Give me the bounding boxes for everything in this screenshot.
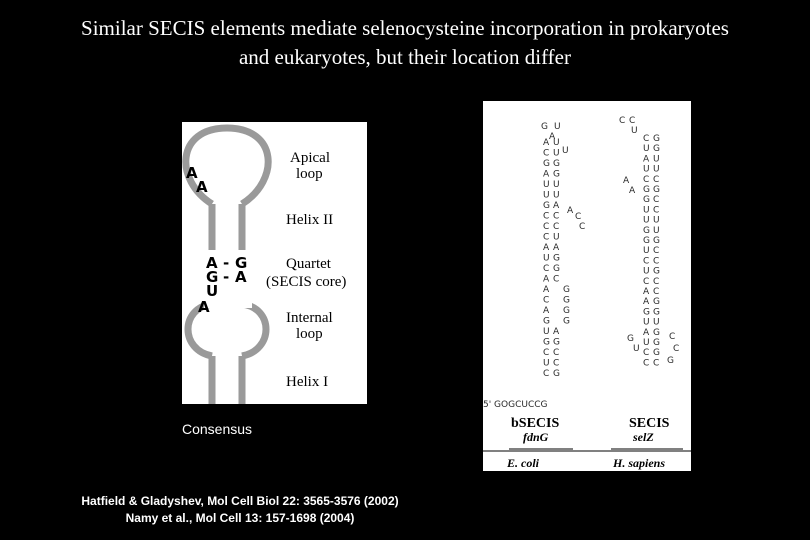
- bsecis-name: bSECIS: [511, 416, 560, 431]
- reference-1: Hatfield & Gladyshev, Mol Cell Biol 22: 3565-3576 (2002): [81, 494, 399, 508]
- quartet-base-right-1: G: [235, 254, 248, 272]
- secis-left-nt: G: [643, 307, 650, 318]
- bsecis-structure: [541, 122, 585, 379]
- bsecis-right-nt: A: [553, 201, 560, 211]
- bsecis-bulge-nt: C: [575, 212, 582, 222]
- bsecis-left-nt: A: [543, 306, 550, 316]
- bsecis-bulge-nt: A: [567, 206, 574, 216]
- bsecis-bulge-nt: C: [579, 222, 586, 232]
- secis-right-nt: C: [653, 205, 660, 216]
- secis-right-nt: G: [653, 327, 660, 338]
- secis-left-nt: G: [643, 195, 650, 206]
- secis-left-nt: A: [643, 327, 650, 338]
- bsecis-apical-nt: A: [549, 132, 556, 142]
- quartet-dash-1: -: [223, 254, 230, 272]
- secis-loop-nt: G: [667, 356, 674, 366]
- bsecis-left-nt: U: [543, 253, 550, 264]
- bsecis-organism: E. coli: [507, 456, 539, 470]
- secis-bulge-nt: A: [629, 186, 636, 196]
- secis-right-nt: G: [653, 134, 660, 144]
- label-secis-core: (SECIS core): [266, 274, 347, 290]
- secis-left-nt: U: [643, 164, 650, 175]
- secis-right-nt: G: [653, 338, 660, 348]
- bsecis-apical-nt: G: [541, 122, 548, 132]
- bsecis-left-nt: C: [543, 232, 550, 243]
- secis-right-nt: C: [653, 256, 660, 267]
- secis-structures-panel: [483, 101, 691, 471]
- bsecis-left-nt: A: [543, 243, 550, 253]
- secis-left-nt: U: [643, 317, 650, 328]
- title-line-2: and eukaryotes, but their location differ: [238, 45, 571, 69]
- label-internal: Internal: [286, 310, 333, 326]
- label-apical: Apical: [290, 150, 330, 166]
- secis-right-nt: C: [653, 195, 660, 206]
- bsecis-right-nt: G: [563, 316, 570, 327]
- bsecis-right-nt: G: [553, 253, 560, 264]
- bsecis-left-nt: U: [543, 190, 550, 201]
- bsecis-gene: fdnG: [523, 430, 549, 444]
- bsecis-right-nt: G: [553, 337, 560, 348]
- bsecis-right-nt: C: [553, 222, 560, 232]
- bsecis-right-nt: G: [563, 295, 570, 306]
- bsecis-right-nt: G: [553, 159, 560, 169]
- bsecis-left-nt: C: [543, 348, 550, 358]
- secis-left-nt: A: [643, 287, 650, 297]
- secis-structure: [619, 116, 679, 368]
- bsecis-left-nt: C: [543, 222, 550, 232]
- label-quartet: Quartet: [286, 256, 331, 272]
- secis-left-nt: C: [643, 358, 650, 369]
- secis-right-nt: G: [653, 307, 660, 318]
- secis-left-nt: C: [643, 174, 650, 185]
- quartet-base-left-2: G: [206, 268, 219, 286]
- bsecis-right-nt: G: [563, 306, 570, 316]
- bsecis-tail: 5' GOGCUCCG: [483, 400, 548, 410]
- bsecis-right-nt: U: [553, 148, 560, 159]
- secis-left-nt: G: [643, 236, 650, 246]
- secis-apical-nt: U: [631, 126, 638, 136]
- bsecis-right-nt: A: [553, 243, 560, 253]
- secis-left-nt: G: [643, 225, 650, 236]
- secis-loop-nt: G: [627, 334, 634, 344]
- secis-structures-svg: [483, 101, 691, 471]
- quartet-base-left-1: A: [206, 254, 218, 272]
- bsecis-left-nt: C: [543, 369, 550, 379]
- secis-left-nt: G: [643, 185, 650, 195]
- consensus-svg: [182, 122, 367, 404]
- bsecis-right-nt: C: [553, 348, 560, 358]
- bsecis-left-nt: G: [543, 159, 550, 169]
- bsecis-left-nt: A: [543, 169, 550, 180]
- secis-right-nt: U: [653, 154, 660, 165]
- secis-right-nt: G: [653, 236, 660, 246]
- bsecis-left-nt: G: [543, 337, 550, 348]
- secis-left-nt: U: [643, 205, 650, 216]
- slide-title: [20, 14, 790, 72]
- secis-left-nt: U: [643, 338, 650, 348]
- quartet-dash-2: -: [223, 268, 230, 286]
- secis-loop-nt: C: [669, 332, 676, 342]
- secis-right-nt: G: [653, 266, 660, 277]
- secis-left-nt: A: [643, 154, 650, 165]
- bsecis-left-nt: C: [543, 295, 550, 306]
- secis-right-nt: C: [653, 276, 660, 287]
- bsecis-right-nt: U: [553, 190, 560, 201]
- secis-left-nt: U: [643, 144, 650, 155]
- label-helix-i: Helix I: [286, 374, 329, 390]
- bsecis-right-nt: G: [553, 369, 560, 379]
- bsecis-left-nt: G: [543, 316, 550, 327]
- internal-loop-right: [242, 304, 266, 356]
- bsecis-left-nt: A: [543, 274, 550, 285]
- apical-base-a2: A: [196, 178, 208, 196]
- secis-right-nt: U: [653, 317, 660, 328]
- bsecis-left-nt: U: [543, 180, 550, 190]
- secis-right-nt: G: [653, 185, 660, 195]
- secis-right-nt: U: [653, 164, 660, 175]
- secis-right-nt: C: [653, 358, 660, 369]
- bsecis-right-nt: C: [553, 358, 560, 369]
- secis-left-nt: U: [643, 215, 650, 226]
- quartet-base-left-3: U: [206, 282, 219, 300]
- secis-right-nt: C: [653, 174, 660, 185]
- bsecis-left-nt: U: [543, 327, 550, 337]
- secis-apical-nt: C: [629, 116, 636, 126]
- reference-2: Namy et al., Mol Cell 13: 157-1698 (2004): [125, 511, 355, 525]
- secis-right-nt: C: [653, 287, 660, 297]
- bsecis-left-nt: U: [543, 358, 550, 369]
- bsecis-left-nt: C: [543, 148, 550, 159]
- bsecis-right-nt: U: [553, 180, 560, 190]
- secis-bulge-nt: A: [623, 176, 630, 186]
- quartet-base-right-2: A: [235, 268, 247, 286]
- bsecis-left-nt: G: [543, 201, 550, 211]
- label-helix-ii: Helix II: [286, 212, 334, 228]
- label-apical-loop: loop: [296, 166, 323, 182]
- secis-organism: H. sapiens: [613, 456, 666, 470]
- secis-left-nt: C: [643, 134, 650, 144]
- secis-left-nt: C: [643, 256, 650, 267]
- secis-name: SECIS: [629, 416, 670, 431]
- apical-base-a1: A: [186, 164, 198, 182]
- secis-left-nt: C: [643, 276, 650, 287]
- secis-right-nt: C: [653, 246, 660, 257]
- secis-left-nt: U: [643, 246, 650, 257]
- bsecis-right-nt: C: [553, 274, 560, 285]
- quartet-base-left-4: A: [198, 298, 210, 316]
- secis-loop-nt: C: [673, 344, 680, 354]
- label-internal-loop: loop: [296, 326, 323, 342]
- bsecis-apical-nt: U: [562, 146, 569, 156]
- secis-loop-nt: U: [633, 344, 640, 354]
- secis-gene: selZ: [633, 430, 654, 444]
- secis-right-nt: G: [653, 144, 660, 155]
- bsecis-right-nt: G: [563, 285, 570, 295]
- bsecis-right-nt: G: [553, 264, 560, 274]
- secis-apical-nt: C: [619, 116, 626, 126]
- bsecis-right-nt: A: [553, 327, 560, 337]
- consensus-diagram: [182, 122, 367, 404]
- references: [20, 493, 460, 527]
- bsecis-left-nt: A: [543, 138, 550, 148]
- bsecis-right-nt: U: [553, 138, 560, 148]
- bsecis-left-nt: A: [543, 285, 550, 295]
- bsecis-right-nt: U: [553, 232, 560, 243]
- bsecis-left-nt: C: [543, 211, 550, 222]
- secis-left-nt: A: [643, 297, 650, 308]
- secis-right-nt: U: [653, 215, 660, 226]
- bsecis-right-nt: C: [553, 211, 560, 222]
- secis-left-nt: U: [643, 266, 650, 277]
- bsecis-right-nt: G: [553, 169, 560, 180]
- secis-right-nt: U: [653, 225, 660, 236]
- secis-left-nt: C: [643, 348, 650, 359]
- bsecis-left-nt: C: [543, 264, 550, 274]
- secis-right-nt: G: [653, 297, 660, 308]
- consensus-caption: Consensus: [182, 421, 253, 437]
- title-line-1: Similar SECIS elements mediate selenocysteine incorporation in prokaryotes: [81, 16, 729, 40]
- secis-right-nt: G: [653, 348, 660, 359]
- bsecis-apical-nt: U: [554, 122, 561, 132]
